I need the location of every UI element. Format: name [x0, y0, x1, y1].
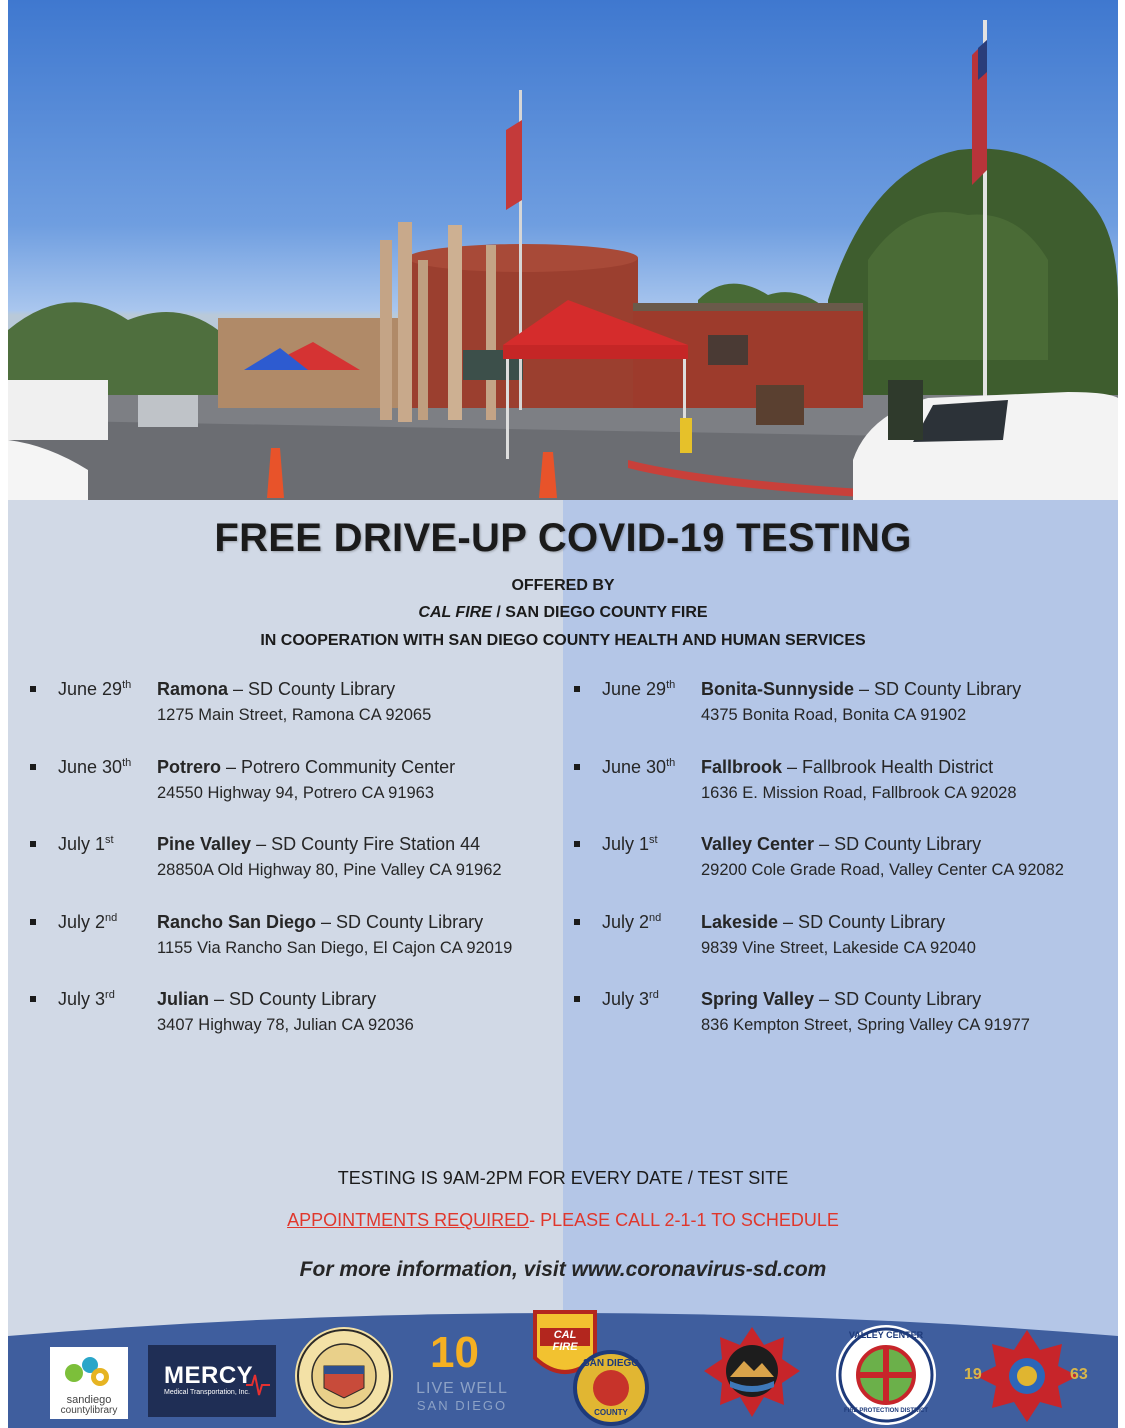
list-item	[568, 754, 1108, 832]
partner-logo-band	[8, 1298, 1118, 1428]
bullet	[30, 764, 36, 770]
sd-county-fire-sub: COUNTY	[594, 1408, 628, 1417]
lakeside-year-left: 19	[964, 1366, 982, 1383]
list-item	[568, 986, 1108, 1064]
live-well-text: LIVE WELL	[416, 1380, 508, 1397]
test-address: 4375 Bonita Road, Bonita CA 91902	[701, 706, 967, 724]
test-site: Ramona – SD County Library	[157, 679, 396, 699]
test-site: Pine Valley – SD County Fire Station 44	[157, 834, 481, 854]
test-date: June 29th	[58, 679, 132, 699]
sd-county-fire-logo	[570, 1348, 652, 1426]
library-name-1: sandiego	[66, 1394, 112, 1406]
test-address: 3407 Highway 78, Julian CA 92036	[157, 1016, 414, 1034]
call-211: - PLEASE CALL 2-1-1 TO SCHEDULE	[529, 1210, 839, 1230]
test-date: July 2nd	[58, 911, 118, 932]
test-date: June 29th	[602, 679, 676, 699]
test-date: June 30th	[58, 756, 132, 777]
appointments-required: APPOINTMENTS REQUIRED	[287, 1210, 530, 1230]
valley-center-sub: FIRE PROTECTION DISTRICT	[844, 1408, 928, 1414]
test-address: 1155 Via Rancho San Diego, El Cajon CA 92019	[157, 938, 513, 957]
test-address: 1636 E. Mission Road, Fallbrook CA 92028	[701, 783, 1017, 802]
test-date: July 1st	[602, 834, 658, 854]
mercy-logo	[148, 1345, 276, 1417]
agency-line	[8, 604, 1118, 622]
test-site: Bonita-Sunnyside – SD County Library	[701, 679, 1022, 699]
bullet	[30, 919, 36, 925]
test-address: 1275 Main Street, Ramona CA 92065	[157, 706, 432, 724]
lakeside-year-right: 63	[1070, 1366, 1088, 1383]
test-date: July 1st	[58, 834, 114, 854]
test-site: Rancho San Diego – SD County Library	[157, 911, 484, 932]
live-well-text-2: SAN DIEGO	[416, 1398, 508, 1413]
testing-hours: TESTING IS 9AM-2PM FOR EVERY DATE / TEST SITE	[337, 1168, 789, 1188]
bullet	[574, 919, 580, 925]
test-date: July 2nd	[602, 911, 662, 932]
sd-county-fire-text: / SAN DIEGO COUNTY FIRE	[491, 604, 708, 621]
test-site: Spring Valley – SD County Library	[701, 989, 982, 1009]
lakeside-fire-logo	[962, 1328, 1092, 1426]
test-address: 9839 Vine Street, Lakeside CA 92040	[701, 938, 976, 957]
library-name-2: countylibrary	[60, 1405, 118, 1416]
valley-center-fpd-logo	[834, 1324, 938, 1426]
bullet	[574, 841, 580, 847]
bullet	[30, 996, 36, 1002]
sd-county-library-logo	[50, 1347, 128, 1419]
test-site: Potrero – Potrero Community Center	[157, 756, 456, 777]
cooperation-line: IN COOPERATION WITH SAN DIEGO COUNTY HEALTH AND HUMAN SERVICES	[260, 632, 866, 649]
bullet	[30, 841, 36, 847]
test-site: Valley Center – SD County Library	[701, 834, 982, 854]
mercy-name: MERCY	[164, 1362, 254, 1389]
county-seal-logo	[294, 1326, 394, 1426]
test-date: July 3rd	[58, 989, 115, 1009]
test-address: 28850A Old Highway 80, Pine Valley CA 91962	[157, 861, 502, 879]
schedule-left-column	[24, 676, 564, 1064]
test-address: 29200 Cole Grade Road, Valley Center CA 92082	[701, 861, 1064, 879]
bullet	[574, 996, 580, 1002]
test-date: July 3rd	[602, 989, 659, 1009]
list-item	[568, 909, 1108, 987]
list-item	[24, 676, 564, 754]
mercy-subtitle: Medical Transportation, Inc.	[164, 1389, 250, 1396]
cal-fire-name: CAL FIRE	[552, 1329, 578, 1353]
flyer	[8, 0, 1118, 1428]
test-date: June 30th	[602, 756, 676, 777]
bullet	[30, 686, 36, 692]
test-site: Lakeside – SD County Library	[701, 911, 946, 932]
page-title: FREE DRIVE-UP COVID-19 TESTING	[214, 516, 912, 560]
test-site: Julian – SD County Library	[157, 989, 377, 1009]
list-item	[568, 676, 1108, 754]
list-item	[24, 909, 564, 987]
list-item	[24, 986, 564, 1064]
live-well-sd-logo	[410, 1328, 514, 1423]
cal-fire-text: CAL FIRE	[418, 604, 492, 621]
test-address: 836 Kempton Street, Spring Valley CA 91977	[701, 1016, 1030, 1034]
live-well-number: 10	[430, 1328, 479, 1377]
test-address: 24550 Highway 94, Potrero CA 91963	[157, 783, 435, 802]
list-item	[24, 831, 564, 909]
appointment-notice	[8, 1210, 1118, 1231]
bullet	[574, 686, 580, 692]
sd-county-fire-name: SAN DIEGO	[582, 1358, 640, 1369]
bullet	[574, 764, 580, 770]
test-site: Fallbrook – Fallbrook Health District	[701, 756, 994, 777]
list-item	[568, 831, 1108, 909]
bonita-fire-logo	[702, 1325, 802, 1425]
valley-center-name: VALLEY CENTER	[848, 1330, 924, 1340]
offered-by: OFFERED BY	[511, 577, 615, 594]
list-item	[24, 754, 564, 832]
more-info-link-text: For more information, visit www.coronavirus-sd.com	[299, 1258, 827, 1281]
fire-station-photo	[8, 0, 1118, 500]
schedule-right-column	[568, 676, 1108, 1064]
